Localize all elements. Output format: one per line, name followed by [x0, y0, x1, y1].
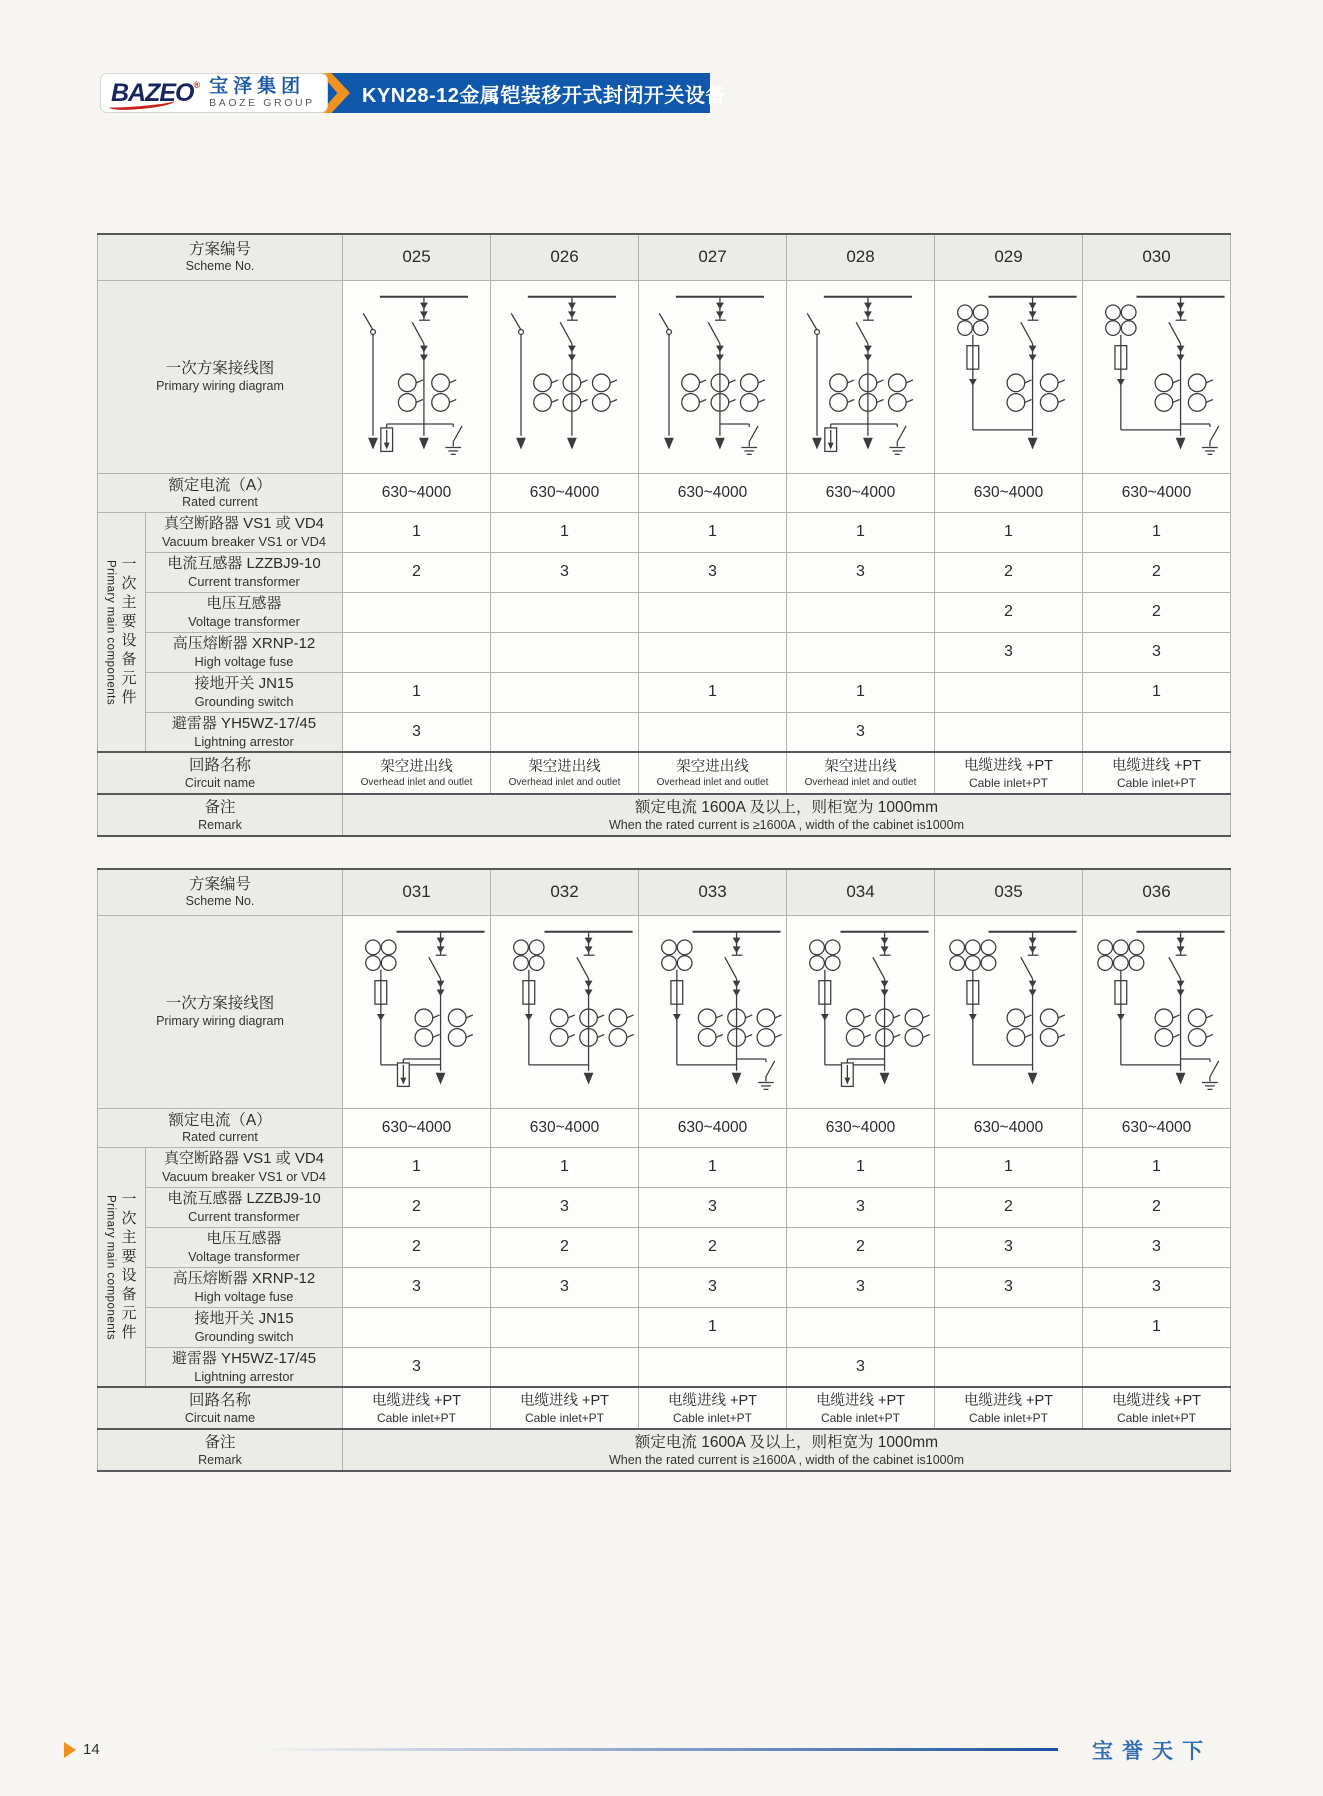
scheme-number: 029: [935, 234, 1083, 280]
side-label-cn: 一次主要设备元件: [119, 556, 137, 709]
circuit-en: Cable inlet+PT: [524, 1410, 605, 1425]
wiring-diagram-cell: [343, 280, 491, 473]
wiring-diagram: [939, 918, 1085, 1106]
page-number: 14: [83, 1741, 100, 1758]
side-label-cn: 一次主要设备元件: [119, 1191, 137, 1344]
component-count: 3: [935, 632, 1083, 672]
component-count: [491, 1347, 639, 1387]
page-marker-icon: [64, 1742, 76, 1758]
component-count: 3: [491, 1267, 639, 1307]
component-count: 3: [935, 1267, 1083, 1307]
circuit-cn: 电缆进线 +PT: [667, 1392, 758, 1409]
component-count: 2: [787, 1227, 935, 1267]
component-count: 3: [1083, 632, 1231, 672]
label-cn: 高压熔断器 XRNP-12: [172, 1270, 316, 1288]
circuit-cn: 电缆进线 +PT: [519, 1392, 610, 1409]
component-count: [343, 592, 491, 632]
label-en: Remark: [198, 1452, 242, 1467]
registered-mark-icon: ®: [193, 79, 200, 90]
circuit-cn: 电缆进线 +PT: [371, 1392, 462, 1409]
wiring-diagram-cell: [787, 915, 935, 1108]
circuit-cn: 电缆进线 +PT: [1111, 1392, 1202, 1409]
rated-current-value: 630~4000: [787, 1108, 935, 1147]
component-count: 3: [787, 552, 935, 592]
scheme-table: [97, 868, 1231, 1472]
component-count: [935, 1307, 1083, 1347]
circuit-en: Overhead inlet and outlet: [508, 776, 621, 788]
circuit-name-value: [1083, 1387, 1231, 1429]
component-count: [935, 712, 1083, 752]
wiring-diagram: [643, 918, 789, 1106]
component-count: [491, 712, 639, 752]
label-cn: 一次方案接线图: [165, 360, 275, 378]
component-count: 3: [343, 1347, 491, 1387]
scheme-table: [97, 233, 1231, 837]
component-count: 1: [639, 672, 787, 712]
scheme-number: 035: [935, 869, 1083, 915]
label-cn: 额定电流 1600A 及以上，则柜宽为 1000mm: [634, 1434, 939, 1452]
rated-current-value: 630~4000: [343, 473, 491, 512]
label-en: Circuit name: [184, 775, 256, 790]
label-cn: 备注: [204, 1434, 236, 1452]
wiring-diagram-cell: [1083, 915, 1231, 1108]
label-cn: 电压互感器: [206, 595, 282, 613]
component-label: [146, 1147, 343, 1187]
component-count: [787, 632, 935, 672]
page-footer: [0, 1733, 1323, 1773]
label-cn: 额定电流（A）: [168, 1111, 272, 1129]
label-cn: 一次方案接线图: [165, 995, 275, 1013]
label-en: Current transformer: [188, 1209, 300, 1225]
label-cn: 额定电流 1600A 及以上，则柜宽为 1000mm: [634, 799, 939, 817]
wiring-diagram: [495, 918, 641, 1106]
rated-current-value: 630~4000: [491, 473, 639, 512]
component-count: 3: [787, 712, 935, 752]
circuit-name-label: [98, 1387, 343, 1429]
component-count: 1: [787, 512, 935, 552]
rated-current-value: 630~4000: [1083, 1108, 1231, 1147]
company-logo: [100, 73, 328, 113]
circuit-en: Overhead inlet and outlet: [360, 776, 473, 788]
circuit-en: Cable inlet+PT: [672, 1410, 753, 1425]
label-cn: 避雷器 YH5WZ-17/45: [171, 1350, 317, 1368]
component-count: 1: [343, 672, 491, 712]
component-count: 1: [787, 1147, 935, 1187]
label-cn: 真空断路器 VS1 或 VD4: [163, 515, 325, 533]
circuit-name-value: [491, 752, 639, 794]
label-en: Current transformer: [188, 574, 300, 590]
label-cn: 回路名称: [188, 757, 251, 775]
label-en: Rated current: [182, 494, 258, 509]
label-en: When the rated current is ≥1600A , width of the cabinet is1000m: [609, 817, 964, 832]
company-name-en: BAOZE GROUP: [209, 96, 315, 109]
component-label: [146, 632, 343, 672]
component-count: 2: [935, 552, 1083, 592]
wiring-diagram-cell: [787, 280, 935, 473]
label-en: Remark: [198, 817, 242, 832]
wiring-diagram-cell: [491, 915, 639, 1108]
component-count: 2: [343, 552, 491, 592]
circuit-en: Cable inlet+PT: [1116, 775, 1197, 790]
rated-current-value: 630~4000: [639, 473, 787, 512]
label-en: Scheme No.: [185, 894, 255, 909]
scheme-number: 026: [491, 234, 639, 280]
scheme-number: 025: [343, 234, 491, 280]
footer-slogan: 宝誉天下: [1092, 1739, 1212, 1763]
label-cn: 接地开关 JN15: [194, 675, 294, 693]
circuit-name-value: [1083, 752, 1231, 794]
component-count: [787, 1307, 935, 1347]
rated-current-label: [98, 1108, 343, 1147]
circuit-name-value: [787, 1387, 935, 1429]
label-en: Vacuum breaker VS1 or VD4: [161, 1169, 327, 1185]
circuit-name-value: [787, 752, 935, 794]
circuit-en: Cable inlet+PT: [968, 775, 1049, 790]
component-count: 3: [935, 1227, 1083, 1267]
circuit-name-value: [935, 1387, 1083, 1429]
wiring-diagram: [495, 283, 641, 471]
remark-text: [343, 794, 1231, 836]
component-count: [639, 632, 787, 672]
scheme-number: 033: [639, 869, 787, 915]
label-en: Lightning arrestor: [194, 1368, 294, 1384]
wiring-diagram-cell: [935, 280, 1083, 473]
label-en: Grounding switch: [194, 694, 294, 710]
component-count: [343, 632, 491, 672]
page-title: KYN28-12金属铠装移开式封闭开关设备: [362, 84, 726, 107]
component-count: 3: [343, 1267, 491, 1307]
rated-current-value: 630~4000: [935, 473, 1083, 512]
label-cn: 额定电流（A）: [168, 476, 272, 494]
component-label: [146, 512, 343, 552]
component-count: [935, 672, 1083, 712]
component-label: [146, 1227, 343, 1267]
circuit-cn: 架空进出线: [676, 758, 749, 775]
label-en: Rated current: [182, 1129, 258, 1144]
component-count: [1083, 712, 1231, 752]
scheme-number: 027: [639, 234, 787, 280]
company-name-cn: 宝泽集团: [209, 75, 306, 97]
circuit-en: Cable inlet+PT: [968, 1410, 1049, 1425]
component-count: 1: [1083, 512, 1231, 552]
circuit-en: Cable inlet+PT: [1116, 1410, 1197, 1425]
component-count: 1: [787, 672, 935, 712]
component-count: 3: [491, 552, 639, 592]
rated-current-value: 630~4000: [639, 1108, 787, 1147]
component-count: 3: [787, 1347, 935, 1387]
circuit-name-value: [491, 1387, 639, 1429]
component-count: 3: [343, 712, 491, 752]
label-en: Grounding switch: [194, 1329, 294, 1345]
component-count: 1: [639, 1147, 787, 1187]
label-cn: 备注: [204, 799, 236, 817]
rated-current-value: 630~4000: [491, 1108, 639, 1147]
component-count: 3: [639, 552, 787, 592]
component-count: 3: [1083, 1227, 1231, 1267]
component-label: [146, 552, 343, 592]
rated-current-value: 630~4000: [1083, 473, 1231, 512]
component-label: [146, 1307, 343, 1347]
component-count: 2: [491, 1227, 639, 1267]
rated-current-value: 630~4000: [935, 1108, 1083, 1147]
circuit-name-value: [639, 752, 787, 794]
circuit-name-label: [98, 752, 343, 794]
rated-current-value: 630~4000: [787, 473, 935, 512]
component-label: [146, 592, 343, 632]
component-count: 1: [1083, 672, 1231, 712]
component-count: [343, 1307, 491, 1347]
wiring-diagram: [347, 918, 493, 1106]
wiring-diagram: [347, 283, 493, 471]
wiring-diagram-cell: [935, 915, 1083, 1108]
circuit-cn: 电缆进线 +PT: [963, 757, 1054, 774]
label-cn: 避雷器 YH5WZ-17/45: [171, 715, 317, 733]
scheme-number: 032: [491, 869, 639, 915]
wiring-diagram-cell: [343, 915, 491, 1108]
label-en: Voltage transformer: [188, 1249, 300, 1265]
wiring-diagram-label: [98, 915, 343, 1108]
circuit-cn: 架空进出线: [380, 758, 453, 775]
label-cn: 接地开关 JN15: [194, 1310, 294, 1328]
label-en: Primary wiring diagram: [156, 1013, 284, 1028]
label-en: Voltage transformer: [188, 614, 300, 630]
component-count: 1: [1083, 1307, 1231, 1347]
component-count: [491, 632, 639, 672]
component-count: 3: [491, 1187, 639, 1227]
primary-components-side-label: [98, 512, 146, 752]
scheme-number: 031: [343, 869, 491, 915]
label-cn: 回路名称: [188, 1392, 251, 1410]
component-count: [787, 592, 935, 632]
label-en: Vacuum breaker VS1 or VD4: [161, 534, 327, 550]
wiring-diagram-cell: [1083, 280, 1231, 473]
scheme-number: 030: [1083, 234, 1231, 280]
circuit-cn: 电缆进线 +PT: [963, 1392, 1054, 1409]
circuit-name-value: [639, 1387, 787, 1429]
circuit-en: Cable inlet+PT: [376, 1410, 457, 1425]
component-count: 2: [343, 1187, 491, 1227]
product-banner: [328, 73, 726, 113]
component-count: 3: [639, 1267, 787, 1307]
wiring-diagram-cell: [639, 280, 787, 473]
logo-wordmark: [111, 78, 200, 107]
label-en: Scheme No.: [185, 259, 255, 274]
component-label: [146, 672, 343, 712]
label-cn: 电压互感器: [206, 1230, 282, 1248]
circuit-name-value: [343, 1387, 491, 1429]
circuit-name-value: [343, 752, 491, 794]
component-count: 3: [787, 1267, 935, 1307]
circuit-cn: 架空进出线: [824, 758, 897, 775]
circuit-en: Overhead inlet and outlet: [656, 776, 769, 788]
component-count: 1: [639, 512, 787, 552]
scheme-number: 028: [787, 234, 935, 280]
component-count: [491, 672, 639, 712]
scheme-number: 036: [1083, 869, 1231, 915]
label-en: Lightning arrestor: [194, 733, 294, 749]
label-en: When the rated current is ≥1600A , width of the cabinet is1000m: [609, 1452, 964, 1467]
component-count: [935, 1347, 1083, 1387]
component-count: [639, 1347, 787, 1387]
wiring-diagram-label: [98, 280, 343, 473]
component-count: 2: [1083, 592, 1231, 632]
remark-label: [98, 1429, 343, 1471]
component-count: 1: [1083, 1147, 1231, 1187]
circuit-cn: 电缆进线 +PT: [1111, 757, 1202, 774]
wiring-diagram-cell: [491, 280, 639, 473]
label-cn: 高压熔断器 XRNP-12: [172, 635, 316, 653]
wiring-diagram: [791, 918, 937, 1106]
wiring-diagram: [791, 283, 937, 471]
side-label-en: Primary main components: [104, 559, 117, 705]
logo-text: BAZEO: [111, 78, 194, 107]
component-label: [146, 712, 343, 752]
circuit-en: Cable inlet+PT: [820, 1410, 901, 1425]
component-count: 2: [935, 592, 1083, 632]
scheme-no-label: [98, 234, 343, 280]
label-cn: 电流互感器 LZZBJ9-10: [167, 555, 321, 573]
component-count: 1: [491, 512, 639, 552]
component-label: [146, 1187, 343, 1227]
logo-names: [209, 77, 315, 109]
rated-current-value: 630~4000: [343, 1108, 491, 1147]
primary-components-side-label: [98, 1147, 146, 1387]
label-cn: 方案编号: [188, 876, 251, 894]
component-count: 1: [935, 1147, 1083, 1187]
circuit-en: Overhead inlet and outlet: [804, 776, 917, 788]
label-cn: 电流互感器 LZZBJ9-10: [167, 1190, 321, 1208]
component-count: [639, 592, 787, 632]
component-label: [146, 1347, 343, 1387]
component-count: 3: [787, 1187, 935, 1227]
component-count: 2: [1083, 1187, 1231, 1227]
rated-current-label: [98, 473, 343, 512]
wiring-diagram-cell: [639, 915, 787, 1108]
component-count: [491, 1307, 639, 1347]
component-label: [146, 1267, 343, 1307]
circuit-name-value: [935, 752, 1083, 794]
component-count: 3: [639, 1187, 787, 1227]
label-en: Primary wiring diagram: [156, 378, 284, 393]
label-en: Circuit name: [184, 1410, 256, 1425]
component-count: [1083, 1347, 1231, 1387]
component-count: 1: [343, 512, 491, 552]
label-cn: 真空断路器 VS1 或 VD4: [163, 1150, 325, 1168]
component-count: [491, 592, 639, 632]
component-count: 2: [1083, 552, 1231, 592]
wiring-diagram: [643, 283, 789, 471]
component-count: 3: [1083, 1267, 1231, 1307]
component-count: 1: [639, 1307, 787, 1347]
wiring-diagram: [1087, 918, 1233, 1106]
side-label-en: Primary main components: [104, 1194, 117, 1340]
label-en: High voltage fuse: [194, 1289, 294, 1305]
remark-text: [343, 1429, 1231, 1471]
wiring-diagram: [1087, 283, 1233, 471]
remark-label: [98, 794, 343, 836]
component-count: 1: [343, 1147, 491, 1187]
footer-divider: [258, 1748, 1058, 1751]
label-en: High voltage fuse: [194, 654, 294, 670]
circuit-cn: 电缆进线 +PT: [815, 1392, 906, 1409]
scheme-number: 034: [787, 869, 935, 915]
component-count: 2: [639, 1227, 787, 1267]
component-count: 1: [935, 512, 1083, 552]
component-count: 2: [935, 1187, 1083, 1227]
component-count: 1: [491, 1147, 639, 1187]
wiring-diagram: [939, 283, 1085, 471]
circuit-cn: 架空进出线: [528, 758, 601, 775]
component-count: [639, 712, 787, 752]
scheme-no-label: [98, 869, 343, 915]
page-number-block: [64, 1741, 100, 1758]
page-header: [100, 73, 726, 113]
label-cn: 方案编号: [188, 241, 251, 259]
component-count: 2: [343, 1227, 491, 1267]
